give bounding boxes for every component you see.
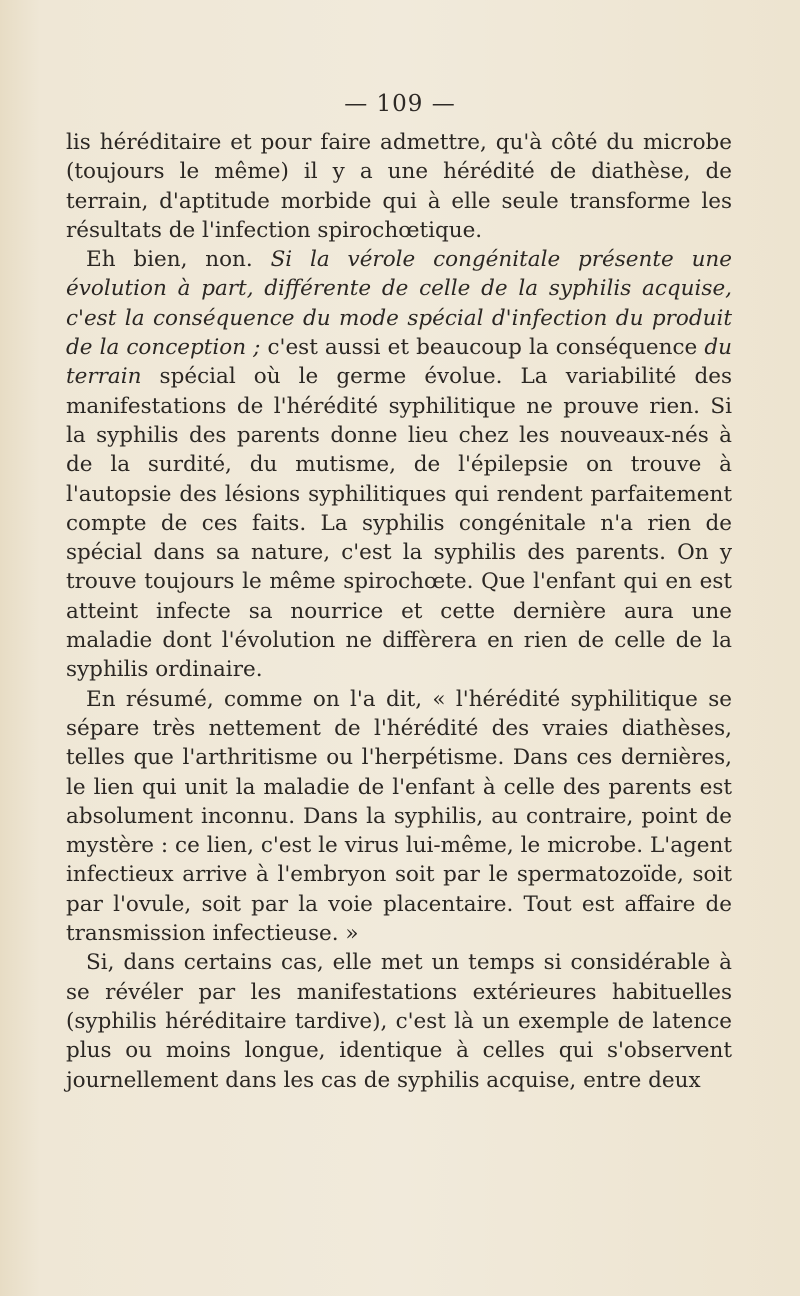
text-run: lis héréditaire et pour faire admettre, qu'à côté du microbe (toujours le même) il y a une hérédité de diathèse, de terrain, d'aptitude morbide qui à elle seule transforme les résultats de l'infection spirochœtique. — [66, 130, 732, 243]
paragraph-p2 — [66, 245, 732, 684]
page-number: — 109 — — [344, 91, 456, 117]
paragraph-p4 — [66, 948, 732, 1094]
italic-text-run: Si la vérole congénitale présente une évolution à part, différente de celle de la syphilis acquise, c'est la conséquence du mode spécial d'infection du produit de la conception ; — [66, 247, 732, 361]
paragraph-p3 — [66, 685, 732, 949]
text-run: c'est aussi et beaucoup la conséquence — [260, 335, 705, 361]
text-run: spécial où le germe évolue. La variabilité des manifestations de l'hérédité syphilitique ne prouve rien. Si la syphilis des parents donne lieu chez les nouveaux-nés à de la surdité, du mutisme, de l'épilepsie on trouve à l'autopsie des lésions syphilitiques qui rendent parfaitement compte de ces faits. La syphilis congénitale n'a rien de spécial dans sa nature, c'est la syphilis des parents. On y trouve toujours le même spirochœte. Que l'enfant qui en est atteint infecte sa nourrice et cette dernière aura une maladie dont l'évolution ne diffèrera en rien de celle de la syphilis ordinaire. — [66, 364, 732, 683]
text-run: Eh bien, non. — [86, 247, 271, 273]
body-text — [66, 128, 732, 1095]
italic-text-run: du terrain — [66, 335, 732, 390]
paragraph-p1 — [66, 128, 732, 245]
text-run: Si, dans certains cas, elle met un temps si considérable à se révéler par les manifestations extérieures habituelles (syphilis héréditaire tardive), c'est là un exemple de latence plus ou moins longue, identique à celles qui s'observent journellement dans les cas de syphilis acquise, entre deux — [66, 950, 732, 1093]
text-run: En résumé, comme on l'a dit, « l'hérédité syphilitique se sépare très nettement de l'hérédité des vraies diathèses, telles que l'arthritisme ou l'herpétisme. Dans ces dernières, le lien qui unit la maladie de l'enfant à celle des parents est absolument inconnu. Dans la syphilis, au contraire, point de mystère : ce lien, c'est le virus lui-même, le microbe. L'agent infectieux arrive à l'embryon soit par le spermatozoïde, soit par l'ovule, soit par la voie placentaire. Tout est affaire de transmission infectieuse. » — [66, 686, 732, 947]
